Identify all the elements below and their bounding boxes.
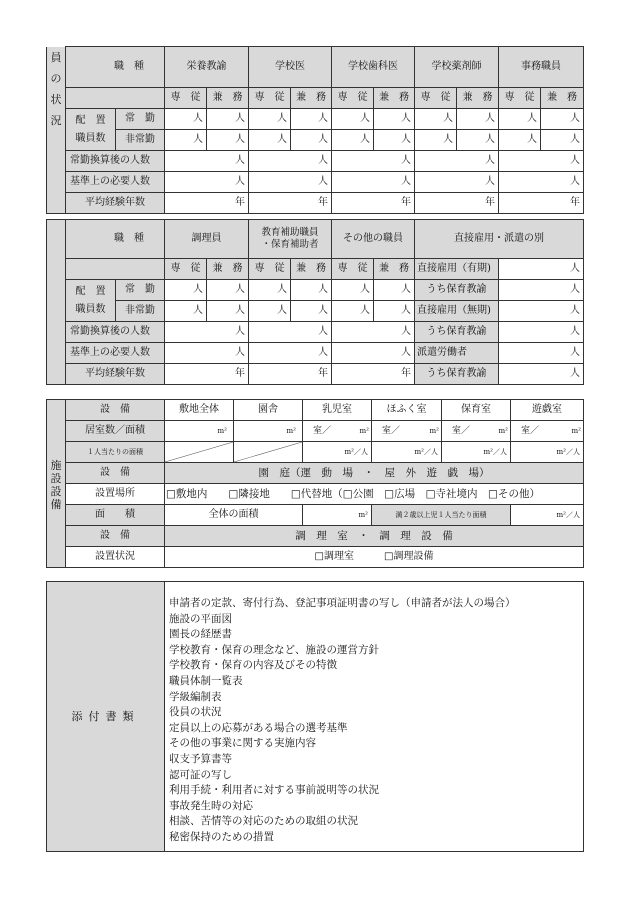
attachment-item: 学校教育・保育の内容及びその特徴 (169, 659, 337, 672)
input-cell[interactable]: 人 (374, 109, 415, 130)
input-cell[interactable]: 人 (249, 172, 332, 193)
senju-label: 専 従 (415, 88, 457, 109)
kenmu-label: 兼 務 (541, 88, 584, 109)
input-cell[interactable]: 年 (415, 193, 499, 214)
input-cell[interactable]: 人 (415, 172, 499, 193)
input-cell[interactable] (372, 421, 442, 442)
input-cell[interactable]: 人 (415, 109, 457, 130)
kanzan-label: 常勤換算後の人数 (66, 322, 165, 343)
head-yakuzai: 学校薬剤師 (415, 47, 499, 88)
koyo-label: うち保育教諭 (415, 322, 499, 343)
shitsu-unit: 室／ (521, 426, 540, 436)
attachment-item: 施設の平面図 (169, 612, 232, 625)
input-cell[interactable]: 年 (499, 193, 584, 214)
head-eiyo: 栄養教諭 (165, 47, 249, 88)
m2-unit: m² (429, 427, 439, 435)
input-cell[interactable]: 人 (541, 130, 584, 151)
input-cell[interactable]: 人 (332, 172, 415, 193)
koyo-label: 派遣労働者 (415, 343, 499, 364)
input-cell[interactable] (442, 421, 511, 442)
fac-head-hoiku: 保育室 (442, 400, 511, 421)
input-cell[interactable]: 人 (499, 151, 584, 172)
input-cell[interactable]: m²／人 (372, 442, 442, 463)
input-cell[interactable]: 人 (291, 109, 332, 130)
staff-table-1 (46, 46, 584, 214)
attachment-item: 申請者の定款、寄付行為、登記事項証明書の写し（申請者が法人の場合） (169, 597, 516, 609)
input-cell[interactable]: m² (303, 505, 372, 526)
kenmu-label: 兼 務 (457, 88, 499, 109)
chori-options[interactable]: □調理室 □調理設備 (165, 547, 584, 568)
input-cell[interactable]: 人 (499, 322, 584, 343)
input-cell[interactable]: 人 (165, 130, 207, 151)
attachment-item: 秘密保持のための措置 (169, 830, 274, 843)
shitsu-unit: 室／ (452, 426, 471, 436)
input-cell[interactable]: 人 (249, 343, 332, 364)
input-cell[interactable]: m²／人 (442, 442, 511, 463)
attachment-table (46, 581, 584, 852)
fac-head-yugi: 遊戯室 (511, 400, 584, 421)
input-cell[interactable]: 人 (499, 172, 584, 193)
basho-label: 設置場所 (66, 484, 165, 505)
jokyo-label: 設置状況 (66, 547, 165, 568)
jokin-label: 常 勤 (116, 109, 165, 130)
input-cell[interactable]: 人 (332, 280, 374, 301)
input-cell[interactable]: 人 (499, 301, 584, 322)
input-cell[interactable]: 人 (291, 130, 332, 151)
input-cell[interactable]: 人 (165, 172, 249, 193)
attachment-item: 園長の経歴書 (169, 628, 232, 641)
input-cell[interactable]: 人 (457, 130, 499, 151)
attachment-item: 利用手続・利用者に対する事前説明等の状況 (169, 784, 379, 797)
kijun-label: 基準上の必要人数 (66, 343, 165, 364)
entei-heading: 園 庭（運 動 場 ・ 屋 外 遊 戯 場） (165, 463, 584, 484)
facility-table (46, 399, 584, 568)
head-chori: 調理員 (165, 220, 249, 259)
input-cell[interactable]: 人 (499, 109, 541, 130)
setsubi-label: 設 備 (66, 526, 165, 547)
haichi-label: 配 置 職員数 (66, 280, 116, 322)
attachment-item: 事故発生時の対応 (169, 799, 253, 812)
attachment-item: 収支予算書等 (169, 752, 232, 765)
input-cell[interactable]: 人 (499, 280, 584, 301)
senju-label: 専 従 (165, 259, 207, 280)
input-cell[interactable]: 人 (499, 364, 584, 385)
kenmu-label: 兼 務 (207, 88, 249, 109)
zentai-label: 全体の面積 (165, 505, 303, 526)
keiken-label: 平均経験年数 (66, 193, 165, 214)
head-gakkoi: 学校医 (249, 47, 332, 88)
input-cell[interactable]: 年 (249, 193, 332, 214)
staff-table-2 (46, 219, 584, 385)
input-cell[interactable]: 人 (374, 301, 415, 322)
kenmu-label: 兼 務 (374, 88, 415, 109)
input-cell[interactable]: 年 (165, 193, 249, 214)
koyo-label: うち保育教諭 (415, 364, 499, 385)
shitsu-unit: 室／ (313, 426, 332, 436)
blank-cell (66, 88, 165, 109)
input-cell[interactable]: 人 (207, 280, 249, 301)
koyo-label: 直接雇用（有期) (415, 259, 499, 280)
head-sonota: その他の職員 (332, 220, 415, 259)
senju-label: 専 従 (499, 88, 541, 109)
fac-head-ensha: 園舎 (234, 400, 303, 421)
input-cell[interactable]: 人 (249, 109, 291, 130)
input-cell[interactable]: 人 (207, 130, 249, 151)
shokushu-label: 職 種 (66, 220, 165, 259)
head-hojo: 教育補助職員 ・保育補助者 (249, 220, 332, 259)
attachment-label: 添付書類 (47, 582, 165, 852)
input-cell[interactable]: 人 (165, 151, 249, 172)
haichi-label: 配 置 職員数 (66, 109, 116, 151)
over2-label: 満２歳以上児１人当たり面積 (372, 505, 511, 526)
shitsu-unit: 室／ (382, 426, 401, 436)
attachment-item: 役員の状況 (169, 706, 222, 719)
attachment-item: 学校教育・保育の理念など、施設の運営方針 (169, 643, 379, 656)
side-label-facility: 施 設 設 備 (47, 400, 66, 568)
senju-label: 専 従 (332, 259, 374, 280)
senju-label: 専 従 (249, 259, 291, 280)
input-cell[interactable]: m² (165, 421, 234, 442)
shokushu-label: 職 種 (66, 47, 165, 88)
attachment-item: 相談、苦情等の対応のための取組の状況 (169, 815, 358, 828)
input-cell[interactable]: 人 (207, 301, 249, 322)
setsubi-label: 設 備 (66, 463, 165, 484)
senju-label: 専 従 (249, 88, 291, 109)
m2-unit: m² (498, 427, 508, 435)
senju-label: 専 従 (165, 88, 207, 109)
attachment-list (165, 582, 584, 852)
kenmu-label: 兼 務 (374, 259, 415, 280)
input-cell[interactable] (511, 421, 584, 442)
setsubi-label: 設 備 (66, 400, 165, 421)
blank-cell (66, 259, 165, 280)
input-cell[interactable]: 人 (249, 301, 291, 322)
kijun-label: 基準上の必要人数 (66, 172, 165, 193)
kenmu-label: 兼 務 (207, 259, 249, 280)
per-label: １人当たりの面積 (66, 442, 165, 463)
hijokin-label: 非常勤 (116, 301, 165, 322)
attachment-item: 認可証の写し (169, 768, 232, 781)
input-cell[interactable]: 人 (499, 130, 541, 151)
input-cell[interactable]: 年 (249, 364, 332, 385)
kyoshitsu-label: 居室数／面積 (66, 421, 165, 442)
input-cell[interactable]: 人 (165, 109, 207, 130)
fac-head-hofuku: ほふく室 (372, 400, 442, 421)
input-cell[interactable]: 年 (332, 193, 415, 214)
kenmu-label: 兼 務 (291, 88, 332, 109)
input-cell[interactable]: 人 (249, 280, 291, 301)
input-cell[interactable]: 人 (165, 280, 207, 301)
input-cell[interactable]: 人 (332, 301, 374, 322)
kanzan-label: 常勤換算後の人数 (66, 151, 165, 172)
input-cell[interactable]: 人 (207, 109, 249, 130)
input-cell[interactable]: m² (234, 421, 303, 442)
koyo-label: うち保育教諭 (415, 280, 499, 301)
attachment-item: 定員以上の応募がある場合の選考基準 (169, 721, 348, 734)
head-jimu: 事務職員 (499, 47, 584, 88)
input-cell[interactable]: 人 (249, 130, 291, 151)
side-label-staff: 員 の 状 況 (47, 47, 66, 214)
input-cell[interactable]: 人 (374, 280, 415, 301)
input-cell[interactable] (303, 421, 372, 442)
attachment-item: 学級編制表 (169, 690, 222, 703)
senju-label: 専 従 (332, 88, 374, 109)
input-cell[interactable]: 人 (332, 322, 415, 343)
input-cell[interactable]: 人 (249, 322, 332, 343)
input-cell[interactable]: 人 (332, 343, 415, 364)
input-cell[interactable]: 人 (374, 130, 415, 151)
input-cell[interactable]: 人 (541, 109, 584, 130)
input-cell[interactable]: 年 (332, 364, 415, 385)
diagonal-cell (234, 442, 303, 463)
side-cell (47, 220, 66, 385)
input-cell[interactable]: m²／人 (303, 442, 372, 463)
input-cell[interactable]: 人 (291, 280, 332, 301)
head-shika: 学校歯科医 (332, 47, 415, 88)
m2-unit: m² (571, 427, 581, 435)
chori-heading: 調 理 室 ・ 調 理 設 備 (165, 526, 584, 547)
kenmu-label: 兼 務 (291, 259, 332, 280)
head-koyo: 直接雇用・派遣の別 (415, 220, 584, 259)
fac-head-shikichi: 敷地全体 (165, 400, 234, 421)
attachment-item: その他の事業に関する実施内容 (169, 737, 316, 750)
input-cell[interactable]: 人 (332, 130, 374, 151)
input-cell[interactable]: 人 (332, 151, 415, 172)
input-cell[interactable]: 人 (165, 343, 249, 364)
input-cell[interactable]: 人 (457, 109, 499, 130)
input-cell[interactable]: m²／人 (511, 442, 584, 463)
diagonal-cell (165, 442, 234, 463)
input-cell[interactable]: 年 (165, 364, 249, 385)
jokin-label: 常 勤 (116, 280, 165, 301)
input-cell[interactable]: 人 (499, 259, 584, 280)
input-cell[interactable]: 人 (415, 130, 457, 151)
fac-head-nyuji: 乳児室 (303, 400, 372, 421)
hijokin-label: 非常勤 (116, 130, 165, 151)
input-cell[interactable]: 人 (291, 301, 332, 322)
input-cell[interactable]: 人 (499, 343, 584, 364)
attachment-item: 職員体制一覧表 (169, 674, 243, 687)
input-cell[interactable]: 人 (415, 151, 499, 172)
input-cell[interactable]: 人 (249, 151, 332, 172)
menseki-label: 面 積 (66, 505, 165, 526)
input-cell[interactable]: 人 (165, 301, 207, 322)
m2-unit: m² (359, 427, 369, 435)
koyo-label: 直接雇用（無期) (415, 301, 499, 322)
input-cell[interactable]: 人 (332, 109, 374, 130)
input-cell[interactable]: m²／人 (511, 505, 584, 526)
keiken-label: 平均経験年数 (66, 364, 165, 385)
input-cell[interactable]: 人 (165, 322, 249, 343)
basho-options[interactable]: □敷地内 □隣接地 □代替地（□公園 □広場 □寺社境内 □その他） (165, 484, 584, 505)
